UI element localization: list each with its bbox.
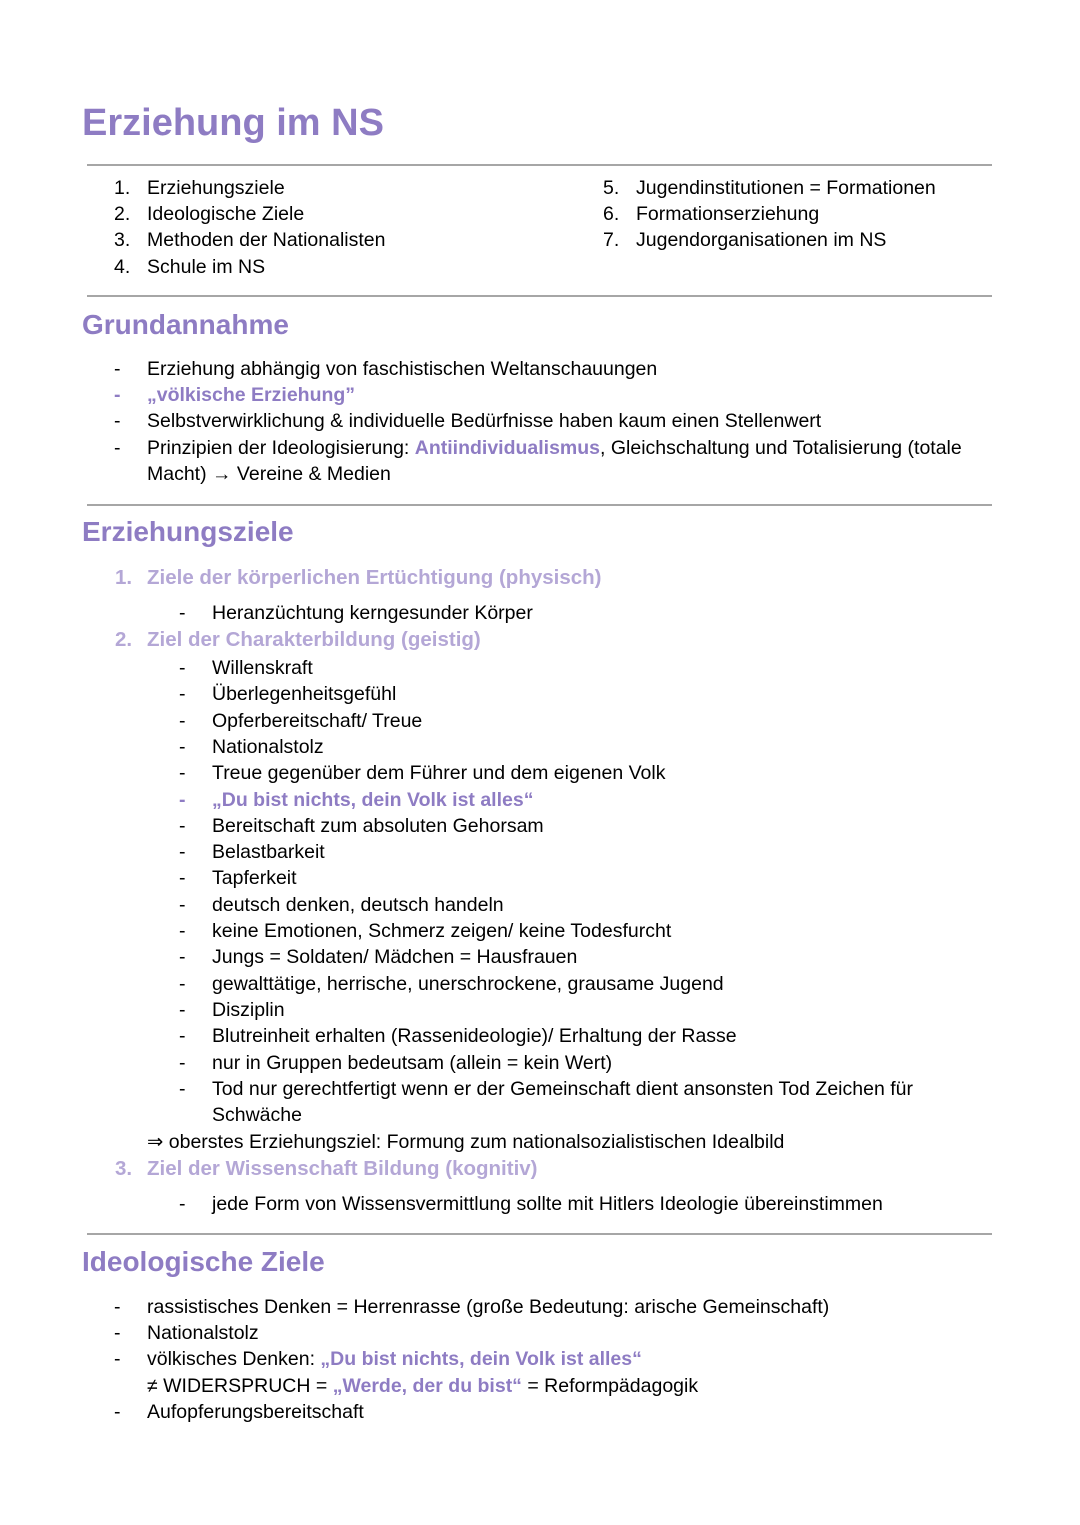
list-item (179, 681, 397, 707)
text-run: völkisches Denken: (147, 1348, 321, 1370)
section-heading-ideologische-ziele: Ideologische Ziele (82, 1246, 325, 1277)
bullet-dash: - (114, 1348, 121, 1370)
highlight-text: „Werde, der du bist“ (332, 1375, 522, 1397)
toc-number: 1. (114, 177, 131, 199)
list-item-text: Heranzüchtung kerngesunder Körper (212, 602, 533, 624)
bullet-dash: - (179, 972, 186, 995)
bullet-dash: - (179, 1051, 186, 1074)
toc-number: 6. (603, 203, 620, 225)
toc-label: Methoden der Nationalisten (147, 229, 386, 251)
subheading (115, 1155, 538, 1183)
divider (87, 1233, 992, 1235)
list-item-text: Bereitschaft zum absoluten Gehorsam (212, 814, 544, 837)
bullet-dash: - (114, 1401, 121, 1423)
list-item-text: gewalttätige, herrische, unerschrockene, grausame Jugend (212, 972, 724, 995)
bullet-dash: - (114, 1296, 121, 1318)
bullet-dash: - (179, 602, 186, 624)
list-item-text: Tod nur gerechtfertigt wenn er der Gemeinschaft dient ansonsten Tod Zeichen für (212, 1077, 913, 1100)
bullet-dash: - (179, 867, 186, 890)
list-item (114, 1294, 830, 1320)
list-item (114, 435, 962, 461)
section-heading-grundannahme: Grundannahme (82, 309, 289, 340)
list-item-text: Nationalstolz (212, 735, 324, 758)
list-item (114, 1399, 364, 1425)
divider (87, 504, 992, 506)
bullet-dash: - (179, 841, 186, 864)
text-run: ≠ WIDERSPRUCH = (147, 1375, 333, 1397)
highlight-text: „Du bist nichts, dein Volk ist alles“ (320, 1348, 642, 1370)
list-item-text: „völkische Erziehung” (147, 384, 356, 406)
list-item-text: keine Emotionen, Schmerz zeigen/ keine Todesfurcht (212, 920, 672, 942)
list-item-text: „Du bist nichts, dein Volk ist alles“ (212, 788, 534, 811)
list-item (114, 382, 356, 408)
bullet-dash: - (179, 946, 186, 969)
list-item (179, 1023, 737, 1049)
page-title: Erziehung im NS (82, 102, 384, 144)
list-item (179, 865, 297, 891)
toc-number: 7. (603, 229, 620, 251)
list-item-text: Opferbereitschaft/ Treue (212, 709, 423, 732)
bullet-dash: - (179, 735, 186, 758)
list-item-continuation: Schwäche (212, 1104, 302, 1126)
toc-item (603, 227, 887, 253)
section-heading-erziehungsziele: Erziehungsziele (82, 516, 294, 547)
bullet-dash: - (179, 893, 186, 916)
bullet-dash: - (114, 410, 121, 432)
list-item-text: Jungs = Soldaten/ Mädchen = Hausfrauen (212, 946, 578, 969)
list-item (179, 708, 423, 734)
toc-label: Ideologische Ziele (147, 203, 305, 225)
list-item (179, 760, 666, 786)
toc-label: Formationserziehung (636, 203, 820, 225)
list-item (179, 997, 285, 1023)
list-item (179, 1076, 913, 1102)
bullet-dash: - (179, 788, 186, 811)
bullet-dash: - (179, 1193, 186, 1215)
highlight-text: Antiindividualismus (414, 437, 601, 459)
bullet-dash: - (179, 709, 186, 732)
subheading-title: Ziel der Charakterbildung (geistig) (147, 628, 481, 651)
list-item (179, 600, 533, 626)
toc-number: 5. (603, 177, 620, 199)
list-item-text: Überlegenheitsgefühl (212, 683, 397, 706)
subheading-title: Ziel der Wissenschaft Bildung (kognitiv) (147, 1157, 538, 1180)
list-item-text: Nationalstolz (147, 1322, 259, 1344)
list-item-text: Tapferkeit (212, 867, 297, 890)
list-item-text: Belastbarkeit (212, 841, 325, 864)
text-run: Prinzipien der Ideologisierung: (147, 437, 415, 459)
subheading-number: 1. (115, 566, 133, 589)
bullet-dash: - (179, 762, 186, 785)
text-run: , Gleichschaltung und Totalisierung (totale (600, 437, 962, 459)
toc-item (114, 201, 305, 227)
list-item (179, 971, 724, 997)
toc-number: 3. (114, 229, 131, 251)
toc-label: Schule im NS (147, 256, 266, 278)
list-item (179, 1191, 883, 1217)
conclusion-text: ⇒ oberstes Erziehungsziel: Formung zum nationalsozialistischen Idealbild (147, 1131, 785, 1153)
subheading (115, 626, 481, 654)
bullet-dash: - (179, 1025, 186, 1048)
list-item-text: deutsch denken, deutsch handeln (212, 893, 504, 916)
list-item-text: Treue gegenüber dem Führer und dem eigenen Volk (212, 762, 666, 785)
list-item (179, 839, 325, 865)
list-item-text: jede Form von Wissensvermittlung sollte mit Hitlers Ideologie übereinstimmen (212, 1193, 883, 1215)
list-item (179, 918, 672, 944)
list-item-text (147, 435, 962, 461)
list-item-text: Erziehung abhängig von faschistischen Weltanschauungen (147, 358, 658, 380)
toc-label: Jugendorganisationen im NS (636, 229, 887, 251)
subheading-number: 3. (115, 1157, 133, 1180)
bullet-dash: - (114, 1322, 121, 1344)
toc-item (603, 201, 820, 227)
toc-item (114, 175, 285, 201)
list-item-text (147, 1346, 642, 1372)
divider (87, 295, 992, 297)
list-item (114, 356, 658, 382)
bullet-dash: - (179, 814, 186, 837)
list-item-text: Blutreinheit erhalten (Rassenideologie)/ Erhaltung der Rasse (212, 1025, 737, 1048)
list-item-text: Aufopferungsbereitschaft (147, 1401, 364, 1423)
list-item (179, 655, 313, 681)
bullet-dash: - (114, 437, 121, 459)
text-run: = Reformpädagogik (521, 1375, 699, 1397)
list-item-text: Selbstverwirklichung & individuelle Bedürfnisse haben kaum einen Stellenwert (147, 410, 822, 432)
list-item (179, 1050, 613, 1076)
list-item (179, 787, 534, 813)
bullet-dash: - (114, 384, 121, 406)
bullet-dash: - (179, 998, 186, 1021)
subheading (115, 564, 602, 592)
bullet-dash: - (114, 358, 121, 380)
list-item (179, 813, 544, 839)
list-item-text: nur in Gruppen bedeutsam (allein = kein Wert) (212, 1051, 613, 1074)
list-item (179, 944, 578, 970)
subheading-number: 2. (115, 628, 133, 651)
list-item-text: rassistisches Denken = Herrenrasse (große Bedeutung: arische Gemeinschaft) (147, 1296, 830, 1318)
list-item (114, 1320, 259, 1346)
list-item (179, 734, 324, 760)
bullet-dash: - (179, 920, 186, 942)
list-item-text: Willenskraft (212, 657, 313, 679)
toc-item (603, 175, 936, 201)
toc-number: 2. (114, 203, 131, 225)
divider (87, 164, 992, 166)
list-item (114, 1346, 642, 1372)
bullet-dash: - (179, 1077, 186, 1100)
toc-number: 4. (114, 256, 131, 278)
bullet-dash: - (179, 683, 186, 706)
bullet-dash: - (179, 657, 186, 679)
list-item (114, 408, 822, 434)
list-item-continuation: Macht) → Vereine & Medien (147, 463, 391, 485)
toc-label: Erziehungsziele (147, 177, 285, 199)
list-item (179, 892, 504, 918)
list-item-text: Disziplin (212, 998, 285, 1021)
list-item-continuation (147, 1373, 698, 1399)
toc-label: Jugendinstitutionen = Formationen (636, 177, 936, 199)
subheading-title: Ziele der körperlichen Ertüchtigung (physisch) (147, 566, 602, 589)
toc-item (114, 227, 386, 253)
toc-item (114, 254, 266, 280)
